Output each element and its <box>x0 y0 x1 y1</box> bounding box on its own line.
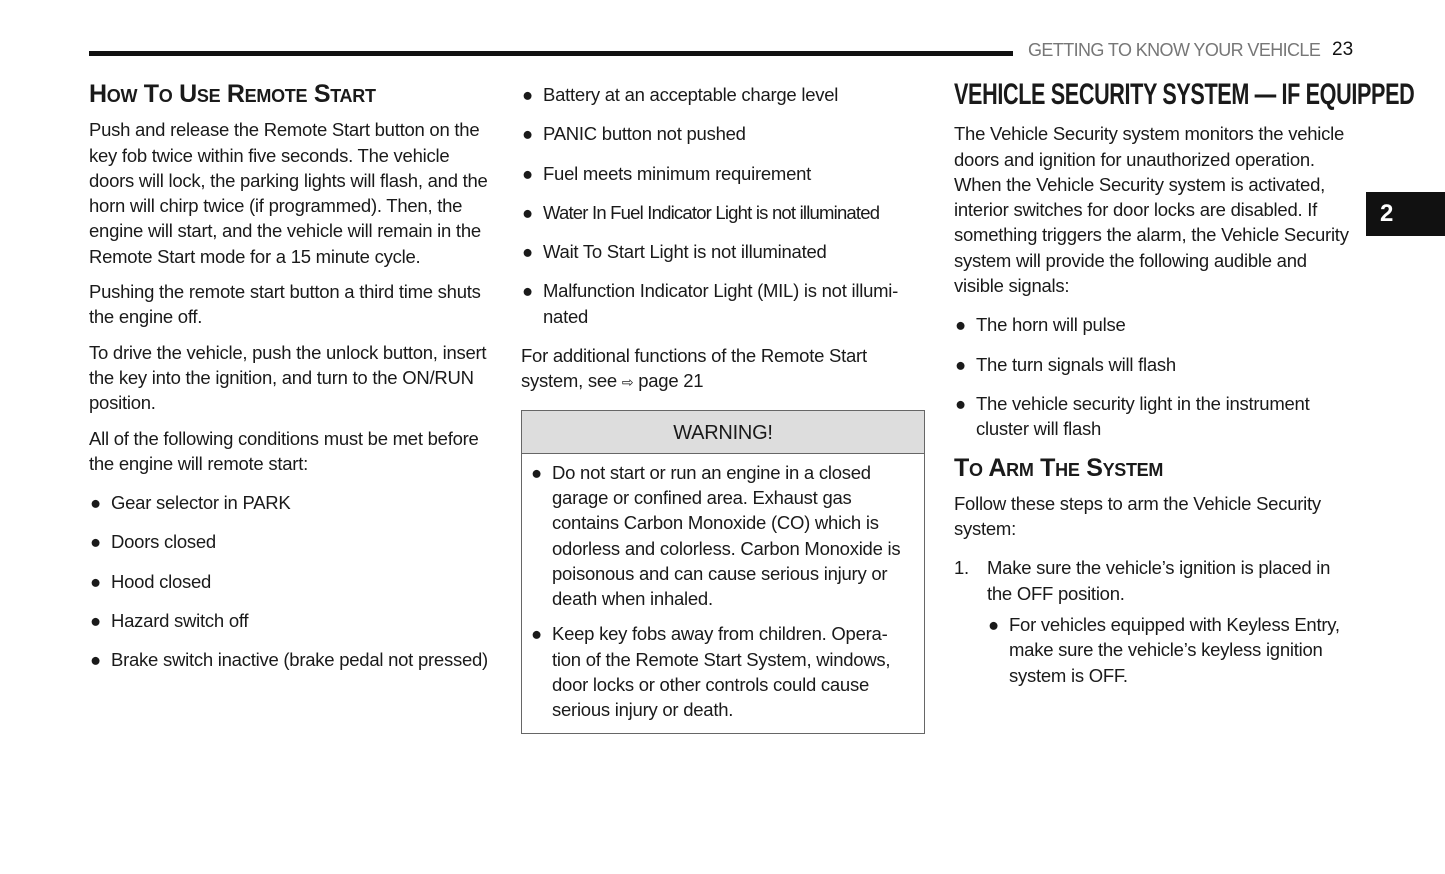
list-item <box>521 278 925 329</box>
paragraph: The Vehicle Security system monitors the vehicle doors and ignition for unauthorized operation. When the Vehicle Security system is activated, interior switches for door locks are disabled. If something triggers the alarm, the Vehicle Security system will provide the following audible and visible signals: <box>954 123 1349 297</box>
section-heading: How To Use Remote Start <box>89 80 376 108</box>
list-text: The turn signals will flash <box>976 353 1176 375</box>
list-text: Do not start or run an engine in a closed garage or confined area. Exhaust gas contains Carbon Monoxide (CO) which is odorless and colorless. Carbon Monoxide is poisonous and can cause serious injury or death when inhaled. <box>552 461 901 610</box>
list-item <box>954 391 1356 442</box>
bullet-icon: ● <box>522 241 533 263</box>
running-head: GETTING TO KNOW YOUR VEHICLE <box>1028 40 1321 60</box>
list-text: Fuel meets minimum requirement <box>543 162 812 184</box>
step-text: Make sure the vehicle’s ignition is placed in the OFF position. <box>987 557 1331 604</box>
cross-reference <box>521 343 925 396</box>
paragraph: All of the following conditions must be met before the engine will remote start: <box>89 427 479 474</box>
list-item <box>521 121 925 146</box>
subsection-heading: To Arm The System <box>954 453 1164 482</box>
sub-list <box>987 612 1356 688</box>
page-number: 23 <box>1332 39 1354 60</box>
page-link[interactable]: page 21 <box>638 370 704 392</box>
column-conditions <box>521 82 925 734</box>
bullet-icon: ● <box>522 280 533 302</box>
warning-item <box>530 621 914 722</box>
bullet-icon: ● <box>522 123 533 145</box>
list-item <box>954 352 1356 377</box>
reference-text: For additional functions of the Remote Start system, see <box>521 345 867 392</box>
bullet-icon: ● <box>988 614 999 636</box>
list-item <box>89 569 493 594</box>
chapter-tab: 2 <box>1366 192 1445 236</box>
list-text: The vehicle security light in the instrument cluster will flash <box>976 392 1310 440</box>
warning-title: WARNING! <box>522 411 924 454</box>
header-rule <box>89 51 1013 56</box>
list-text: Hazard switch off <box>111 610 249 632</box>
warning-item <box>530 460 914 612</box>
bullet-icon: ● <box>955 314 966 336</box>
list-item <box>521 82 925 107</box>
section-title: VEHICLE SECURITY SYSTEM — IF EQUIPPED <box>954 78 1415 111</box>
list-text: Hood closed <box>111 570 212 592</box>
paragraph: Push and release the Remote Start button on the key fob twice within five seconds. The vehicle doors will lock, the parking lights will flash, and the horn will chirp twice (if programmed). Then, the engine will start, and the vehicle will remain in the Remote Start mode for a 15 minute cycle. <box>89 119 488 267</box>
list-text: Wait To Start Light is not illuminated <box>543 241 827 263</box>
list-text: PANIC button not pushed <box>543 123 746 145</box>
list-text: Battery at an acceptable charge level <box>543 84 839 105</box>
list-item <box>89 647 493 672</box>
conditions-list <box>89 490 493 672</box>
list-text: The horn will pulse <box>976 314 1126 336</box>
paragraph: To drive the vehicle, push the unlock button, insert the key into the ignition, and turn to the ON/RUN position. <box>89 341 487 414</box>
list-item <box>89 608 493 633</box>
list-item <box>521 239 925 264</box>
step-number: 1. <box>954 557 969 579</box>
warning-box <box>521 410 925 734</box>
bullet-icon: ● <box>90 649 101 671</box>
list-text: Water In Fuel Indicator Light is not illuminated <box>543 201 880 223</box>
list-text: Malfunction Indicator Light (MIL) is not illumi-nated <box>543 280 899 327</box>
list-text: Doors closed <box>111 531 216 553</box>
bullet-icon: ● <box>955 392 966 414</box>
bullet-icon: ● <box>531 461 542 483</box>
list-text: For vehicles equipped with Keyless Entry, make sure the vehicle’s keyless ignition system is OFF. <box>1009 614 1340 686</box>
bullet-icon: ● <box>522 162 533 184</box>
bullet-icon: ● <box>955 353 966 375</box>
paragraph: Pushing the remote start button a third time shuts the engine off. <box>89 281 481 328</box>
bullet-icon: ● <box>531 623 542 645</box>
arrow-right-icon: ⇨ <box>621 374 634 391</box>
list-text: Brake switch inactive (brake pedal not pressed) <box>111 649 488 671</box>
list-item <box>89 490 493 515</box>
list-item <box>89 529 493 554</box>
conditions-list-continued <box>521 82 925 329</box>
list-text: Gear selector in PARK <box>111 492 291 514</box>
column-security <box>954 78 1415 702</box>
paragraph: Follow these steps to arm the Vehicle Security system: <box>954 492 1321 540</box>
bullet-icon: ● <box>90 531 101 553</box>
warning-list <box>522 454 924 723</box>
bullet-icon: ● <box>90 610 101 632</box>
list-item <box>954 312 1356 337</box>
column-remote-start <box>89 82 493 687</box>
list-item <box>521 200 925 225</box>
list-text: Keep key fobs away from children. Opera-tion of the Remote Start System, windows, door locks or other controls could cause serious injury or death. <box>552 623 891 721</box>
list-item <box>987 612 1356 688</box>
bullet-icon: ● <box>90 570 101 592</box>
bullet-icon: ● <box>90 492 101 514</box>
step-item <box>954 555 1356 687</box>
bullet-icon: ● <box>522 201 533 223</box>
signals-list <box>954 312 1356 441</box>
bullet-icon: ● <box>522 84 533 105</box>
list-item <box>521 161 925 186</box>
steps-list <box>954 555 1356 687</box>
